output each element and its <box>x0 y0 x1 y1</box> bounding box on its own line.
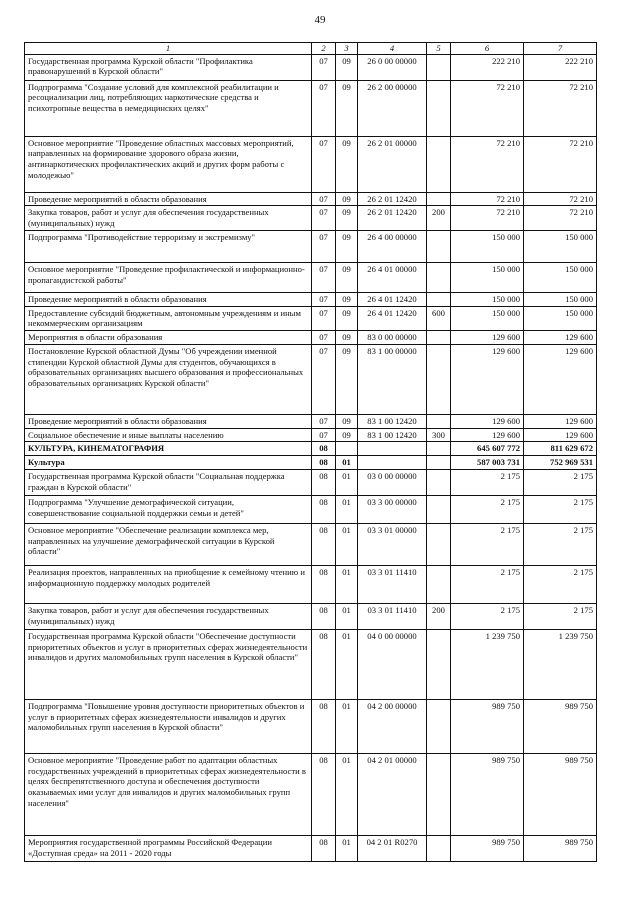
amount-year-1: 222 210 <box>451 54 524 80</box>
amount-year-2: 129 600 <box>524 414 597 428</box>
amount-year-1: 129 600 <box>451 414 524 428</box>
section-code: 07 <box>312 428 336 442</box>
target-article-code: 03 0 00 00000 <box>358 469 427 495</box>
target-article-code: 83 1 00 12420 <box>358 428 427 442</box>
expense-type-code <box>427 262 451 292</box>
expense-type-code <box>427 414 451 428</box>
amount-year-1: 2 175 <box>451 495 524 523</box>
target-article-code: 26 4 00 00000 <box>358 230 427 262</box>
section-code: 07 <box>312 414 336 428</box>
amount-year-2: 150 000 <box>524 292 597 306</box>
target-article-code: 26 2 00 00000 <box>358 80 427 136</box>
expense-type-code: 600 <box>427 306 451 330</box>
column-header: 2 <box>312 43 336 55</box>
section-code: 08 <box>312 753 336 835</box>
table-row <box>25 230 597 262</box>
table-row <box>25 753 597 835</box>
target-article-code: 26 0 00 00000 <box>358 54 427 80</box>
amount-year-1: 989 750 <box>451 699 524 753</box>
amount-year-2: 129 600 <box>524 331 597 345</box>
target-article-code: 26 4 01 12420 <box>358 306 427 330</box>
target-article-code: 04 2 01 R0270 <box>358 835 427 861</box>
amount-year-1: 2 175 <box>451 603 524 629</box>
amount-year-1: 2 175 <box>451 565 524 603</box>
table-row <box>25 192 597 206</box>
amount-year-2: 129 600 <box>524 428 597 442</box>
section-code: 07 <box>312 136 336 192</box>
expense-type-code <box>427 565 451 603</box>
section-code: 08 <box>312 469 336 495</box>
amount-year-1: 72 210 <box>451 80 524 136</box>
table-row <box>25 80 597 136</box>
expense-type-code: 200 <box>427 206 451 230</box>
amount-year-1: 150 000 <box>451 306 524 330</box>
amount-year-1: 587 003 731 <box>451 456 524 470</box>
table-row <box>25 603 597 629</box>
expense-type-code <box>427 753 451 835</box>
header-row <box>25 43 597 55</box>
amount-year-1: 989 750 <box>451 835 524 861</box>
expense-type-code: 300 <box>427 428 451 442</box>
section-code: 08 <box>312 835 336 861</box>
row-name: Подпрограмма "Создание условий для комплексной реабилитации и ресоциализации лиц, потребляющих наркотические средства и психотропные вещества в немедицинских целях" <box>25 80 312 136</box>
section-code: 08 <box>312 456 336 470</box>
column-header: 6 <box>451 43 524 55</box>
amount-year-1: 2 175 <box>451 523 524 565</box>
subsection-code: 01 <box>336 523 358 565</box>
subsection-code: 01 <box>336 835 358 861</box>
target-article-code: 83 1 00 12420 <box>358 414 427 428</box>
target-article-code: 03 3 01 00000 <box>358 523 427 565</box>
section-code: 07 <box>312 344 336 414</box>
table-row <box>25 523 597 565</box>
expense-type-code <box>427 54 451 80</box>
target-article-code: 03 3 01 11410 <box>358 565 427 603</box>
subsection-code: 01 <box>336 469 358 495</box>
amount-year-1: 72 210 <box>451 206 524 230</box>
amount-year-1: 72 210 <box>451 192 524 206</box>
amount-year-2: 752 969 531 <box>524 456 597 470</box>
row-name: Государственная программа Курской области "Профилактика правонарушений в Курской области" <box>25 54 312 80</box>
section-code: 07 <box>312 54 336 80</box>
row-name: Предоставление субсидий бюджетным, автономным учреждениям и иным некоммерческим организациям <box>25 306 312 330</box>
subsection-code: 01 <box>336 495 358 523</box>
amount-year-2: 811 629 672 <box>524 442 597 456</box>
target-article-code: 26 2 01 00000 <box>358 136 427 192</box>
expense-type-code <box>427 495 451 523</box>
amount-year-1: 150 000 <box>451 292 524 306</box>
amount-year-1: 129 600 <box>451 331 524 345</box>
subsection-code: 01 <box>336 753 358 835</box>
section-code: 08 <box>312 699 336 753</box>
target-article-code: 83 1 00 00000 <box>358 344 427 414</box>
subsection-code: 01 <box>336 456 358 470</box>
amount-year-2: 72 210 <box>524 136 597 192</box>
subsection-code: 09 <box>336 428 358 442</box>
section-code: 08 <box>312 495 336 523</box>
table-row <box>25 469 597 495</box>
table-row <box>25 292 597 306</box>
expense-type-code <box>427 292 451 306</box>
row-name: Закупка товаров, работ и услуг для обеспечения государственных (муниципальных) нужд <box>25 206 312 230</box>
row-name: Социальное обеспечение и иные выплаты населению <box>25 428 312 442</box>
row-name: Мероприятия государственной программы Российской Федерации «Доступная среда» на 2011 - 2020 годы <box>25 835 312 861</box>
target-article-code <box>358 442 427 456</box>
subsection-code: 01 <box>336 565 358 603</box>
target-article-code: 03 3 01 11410 <box>358 603 427 629</box>
amount-year-1: 2 175 <box>451 469 524 495</box>
row-name: Проведение мероприятий в области образования <box>25 192 312 206</box>
row-name: Основное мероприятие "Проведение работ по адаптации областных государственных учреждений в приоритетных сферах жизнедеятельности в целях беспрепятственного доступа и обеспечения доступности оказываемых ими услуг для инвалидов и других маломобильных групп населения" <box>25 753 312 835</box>
section-code: 08 <box>312 442 336 456</box>
target-article-code: 26 4 01 00000 <box>358 262 427 292</box>
subsection-code: 09 <box>336 80 358 136</box>
subsection-code: 09 <box>336 331 358 345</box>
table-row <box>25 456 597 470</box>
amount-year-2: 72 210 <box>524 192 597 206</box>
subsection-code: 09 <box>336 192 358 206</box>
subsection-code: 09 <box>336 292 358 306</box>
row-name: Культура <box>25 456 312 470</box>
subsection-code <box>336 442 358 456</box>
expense-type-code: 200 <box>427 603 451 629</box>
subsection-code: 09 <box>336 54 358 80</box>
column-header: 4 <box>358 43 427 55</box>
column-header: 3 <box>336 43 358 55</box>
subsection-code: 09 <box>336 414 358 428</box>
row-name: Мероприятия в области образования <box>25 331 312 345</box>
section-code: 07 <box>312 230 336 262</box>
amount-year-2: 72 210 <box>524 206 597 230</box>
table-row <box>25 344 597 414</box>
amount-year-1: 150 000 <box>451 230 524 262</box>
row-name: Государственная программа Курской области "Социальная поддержка граждан в Курской области" <box>25 469 312 495</box>
table-row <box>25 495 597 523</box>
amount-year-1: 645 607 772 <box>451 442 524 456</box>
amount-year-1: 989 750 <box>451 753 524 835</box>
row-name: Основное мероприятие "Проведение областных массовых мероприятий, направленных на формирование здорового образа жизни, антинаркотических профилактических акций и других форм работы с молодежью" <box>25 136 312 192</box>
amount-year-1: 129 600 <box>451 428 524 442</box>
row-name: Закупка товаров, работ и услуг для обеспечения государственных (муниципальных) нужд <box>25 603 312 629</box>
row-name: Постановление Курской областной Думы "Об учреждении именной стипендии Курской областной Думы для студентов, обучающихся в образовательных организациях высшего образования и профессиональных образовательных организациях Курской области" <box>25 344 312 414</box>
amount-year-2: 222 210 <box>524 54 597 80</box>
target-article-code: 04 2 01 00000 <box>358 753 427 835</box>
target-article-code: 26 2 01 12420 <box>358 206 427 230</box>
table-row <box>25 565 597 603</box>
amount-year-1: 1 239 750 <box>451 629 524 699</box>
table-row <box>25 54 597 80</box>
amount-year-2: 150 000 <box>524 230 597 262</box>
target-article-code: 04 2 00 00000 <box>358 699 427 753</box>
table-row <box>25 699 597 753</box>
amount-year-1: 150 000 <box>451 262 524 292</box>
section-code: 07 <box>312 80 336 136</box>
column-header: 1 <box>25 43 312 55</box>
row-name: КУЛЬТУРА, КИНЕМАТОГРАФИЯ <box>25 442 312 456</box>
amount-year-1: 129 600 <box>451 344 524 414</box>
row-name: Подпрограмма "Повышение уровня доступности приоритетных объектов и услуг в приоритетных сферах жизнедеятельности инвалидов и других маломобильных групп населения в Курской области" <box>25 699 312 753</box>
amount-year-2: 150 000 <box>524 262 597 292</box>
amount-year-2: 989 750 <box>524 835 597 861</box>
section-code: 08 <box>312 523 336 565</box>
target-article-code: 03 3 00 00000 <box>358 495 427 523</box>
target-article-code: 26 2 01 12420 <box>358 192 427 206</box>
row-name: Проведение мероприятий в области образования <box>25 292 312 306</box>
amount-year-2: 2 175 <box>524 495 597 523</box>
section-code: 07 <box>312 262 336 292</box>
section-code: 08 <box>312 603 336 629</box>
expense-type-code <box>427 469 451 495</box>
subsection-code: 01 <box>336 699 358 753</box>
table-row <box>25 442 597 456</box>
amount-year-2: 72 210 <box>524 80 597 136</box>
subsection-code: 09 <box>336 136 358 192</box>
amount-year-2: 2 175 <box>524 523 597 565</box>
column-header: 5 <box>427 43 451 55</box>
expense-type-code <box>427 192 451 206</box>
section-code: 08 <box>312 565 336 603</box>
amount-year-2: 2 175 <box>524 469 597 495</box>
amount-year-2: 1 239 750 <box>524 629 597 699</box>
expense-type-code <box>427 442 451 456</box>
subsection-code: 09 <box>336 262 358 292</box>
table-row <box>25 136 597 192</box>
table-row <box>25 835 597 861</box>
expense-type-code <box>427 835 451 861</box>
row-name: Основное мероприятие "Проведение профилактической и информационно-пропагандистской работы" <box>25 262 312 292</box>
subsection-code: 09 <box>336 306 358 330</box>
section-code: 08 <box>312 629 336 699</box>
column-header: 7 <box>524 43 597 55</box>
row-name: Государственная программа Курской области "Обеспечение доступности приоритетных объектов и услуг в приоритетных сферах жизнедеятельности инвалидов и других маломобильных групп населения в Курской области" <box>25 629 312 699</box>
table-row <box>25 306 597 330</box>
expense-type-code <box>427 456 451 470</box>
expense-type-code <box>427 230 451 262</box>
expense-type-code <box>427 344 451 414</box>
target-article-code: 26 4 01 12420 <box>358 292 427 306</box>
subsection-code: 09 <box>336 230 358 262</box>
row-name: Подпрограмма "Улучшение демографической ситуации, совершенствование социальной поддержки семьи и детей" <box>25 495 312 523</box>
amount-year-2: 2 175 <box>524 603 597 629</box>
section-code: 07 <box>312 306 336 330</box>
expense-type-code <box>427 136 451 192</box>
table-row <box>25 262 597 292</box>
subsection-code: 09 <box>336 344 358 414</box>
section-code: 07 <box>312 206 336 230</box>
target-article-code <box>358 456 427 470</box>
row-name: Подпрограмма "Противодействие терроризму и экстремизму" <box>25 230 312 262</box>
expense-type-code <box>427 523 451 565</box>
table-row <box>25 428 597 442</box>
subsection-code: 01 <box>336 603 358 629</box>
budget-table <box>24 42 597 862</box>
target-article-code: 04 0 00 00000 <box>358 629 427 699</box>
section-code: 07 <box>312 192 336 206</box>
target-article-code: 83 0 00 00000 <box>358 331 427 345</box>
row-name: Реализация проектов, направленных на приобщение к семейному чтению и информационную поддержку молодых родителей <box>25 565 312 603</box>
section-code: 07 <box>312 331 336 345</box>
amount-year-2: 150 000 <box>524 306 597 330</box>
page-number: 49 <box>314 14 326 26</box>
table-row <box>25 629 597 699</box>
table-body <box>25 54 597 861</box>
table-row <box>25 331 597 345</box>
expense-type-code <box>427 629 451 699</box>
section-code: 07 <box>312 292 336 306</box>
expense-type-code <box>427 699 451 753</box>
expense-type-code <box>427 331 451 345</box>
amount-year-2: 129 600 <box>524 344 597 414</box>
subsection-code: 09 <box>336 206 358 230</box>
amount-year-2: 989 750 <box>524 753 597 835</box>
table-row <box>25 206 597 230</box>
amount-year-2: 989 750 <box>524 699 597 753</box>
expense-type-code <box>427 80 451 136</box>
amount-year-2: 2 175 <box>524 565 597 603</box>
subsection-code: 01 <box>336 629 358 699</box>
row-name: Основное мероприятие "Обеспечение реализации комплекса мер, направленных на улучшение демографической ситуации в Курской области" <box>25 523 312 565</box>
table-row <box>25 414 597 428</box>
row-name: Проведение мероприятий в области образования <box>25 414 312 428</box>
amount-year-1: 72 210 <box>451 136 524 192</box>
